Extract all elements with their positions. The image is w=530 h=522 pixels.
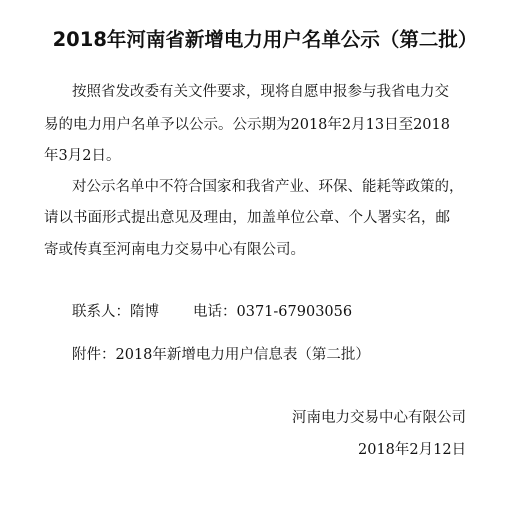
contact-phone: 电话：0371-67903056 [193,304,353,320]
paragraph2-line3: 寄或传真至河南电力交易中心有限公司。 [44,242,305,258]
document-title: 2018年河南省新增电力用户名单公示（第二批） [52,28,478,51]
paragraph1-line3: 年3月2日。 [44,148,121,164]
paragraph2-line2: 请以书面形式提出意见及理由，加盖单位公章、个人署实名，邮 [44,210,450,226]
paragraph1-line2: 易的电力用户名单予以公示。公示期为2018年2月13日至2018 [44,117,450,133]
signature-org: 河南电力交易中心有限公司 [292,410,466,426]
contact-line [72,302,352,322]
signature-date: 2018年2月12日 [358,442,467,458]
paragraph1-line1: 按照省发改委有关文件要求，现将自愿申报参与我省电力交 [72,84,449,100]
attachment-line: 附件：2018年新增电力用户信息表（第二批） [72,347,370,363]
paragraph2-line1: 对公示名单中不符合国家和我省产业、环保、能耗等政策的， [72,179,464,195]
contact-person: 联系人：隋博 [72,304,159,320]
